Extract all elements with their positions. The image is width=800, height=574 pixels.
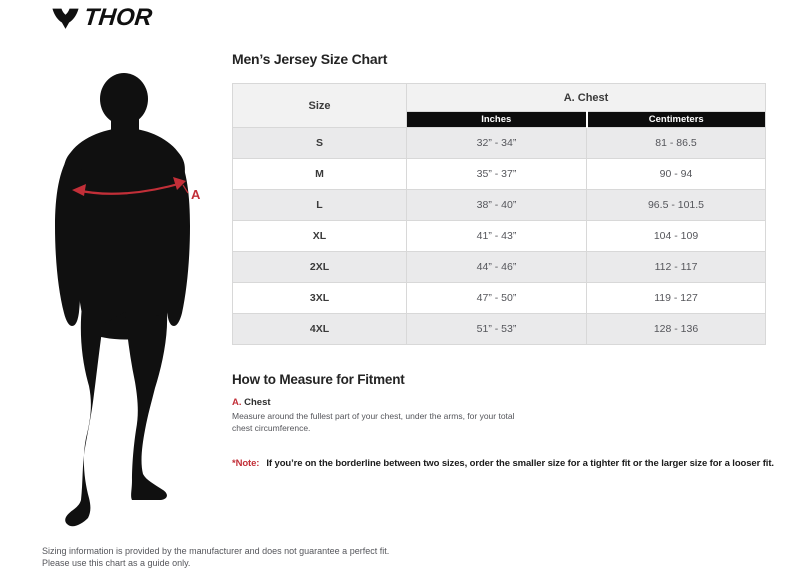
note-label: *Note: xyxy=(232,458,260,469)
cell-cm: 81 - 86.5 xyxy=(587,128,766,159)
col-header-chest: A. Chest xyxy=(407,84,766,112)
table-row xyxy=(233,190,766,221)
cell-inches: 35” - 37” xyxy=(407,159,587,190)
cell-inches: 38” - 40” xyxy=(407,190,587,221)
cell-size: 2XL xyxy=(233,252,407,283)
table-row xyxy=(233,221,766,252)
measure-item-name: Chest xyxy=(244,397,271,408)
table-row xyxy=(233,314,766,345)
col-header-centimeters: Centimeters xyxy=(587,112,766,128)
size-table xyxy=(232,83,766,345)
brand-name: THOR xyxy=(82,4,154,31)
disclaimer-line2: Please use this chart as a guide only. xyxy=(42,558,191,569)
cell-cm: 96.5 - 101.5 xyxy=(587,190,766,221)
disclaimer-line1: Sizing information is provided by the manufacturer and does not guarantee a perfect fit. xyxy=(42,546,390,556)
fit-note xyxy=(232,458,774,469)
cell-inches: 32” - 34” xyxy=(407,128,587,159)
cell-inches: 47” - 50” xyxy=(407,283,587,314)
measure-item-letter: A. xyxy=(232,397,242,408)
silhouette-left-arm xyxy=(55,154,83,326)
cell-cm: 104 - 109 xyxy=(587,221,766,252)
silhouette-right-leg xyxy=(125,312,167,500)
note-text: If you’re on the borderline between two sizes, order the smaller size for a tighter fit or the larger size for a looser fit. xyxy=(266,458,774,469)
cell-cm: 90 - 94 xyxy=(587,159,766,190)
cell-inches: 41” - 43” xyxy=(407,221,587,252)
table-row xyxy=(233,159,766,190)
col-header-size: Size xyxy=(233,84,407,128)
measure-heading: How to Measure for Fitment xyxy=(232,372,405,387)
cell-size: 3XL xyxy=(233,283,407,314)
fit-figure xyxy=(46,66,231,536)
thor-horns-icon xyxy=(52,7,79,30)
table-row xyxy=(233,283,766,314)
cell-cm: 128 - 136 xyxy=(587,314,766,345)
cell-size: M xyxy=(233,159,407,190)
table-row xyxy=(233,252,766,283)
cell-inches: 44” - 46” xyxy=(407,252,587,283)
table-row xyxy=(233,128,766,159)
cell-size: L xyxy=(233,190,407,221)
page-title: Men’s Jersey Size Chart xyxy=(232,51,388,67)
measure-item-desc: Measure around the fullest part of your chest, under the arms, for your total chest circumference. xyxy=(232,411,515,434)
cell-cm: 119 - 127 xyxy=(587,283,766,314)
measure-item xyxy=(232,397,271,408)
col-header-inches: Inches xyxy=(407,112,587,128)
brand-logo xyxy=(52,6,152,30)
size-table-body xyxy=(233,128,766,345)
cell-size: S xyxy=(233,128,407,159)
male-silhouette xyxy=(46,66,231,536)
cell-size: 4XL xyxy=(233,314,407,345)
chest-arrow-label: A xyxy=(191,187,201,202)
cell-cm: 112 - 117 xyxy=(587,252,766,283)
disclaimer xyxy=(42,545,389,569)
cell-size: XL xyxy=(233,221,407,252)
cell-inches: 51” - 53” xyxy=(407,314,587,345)
